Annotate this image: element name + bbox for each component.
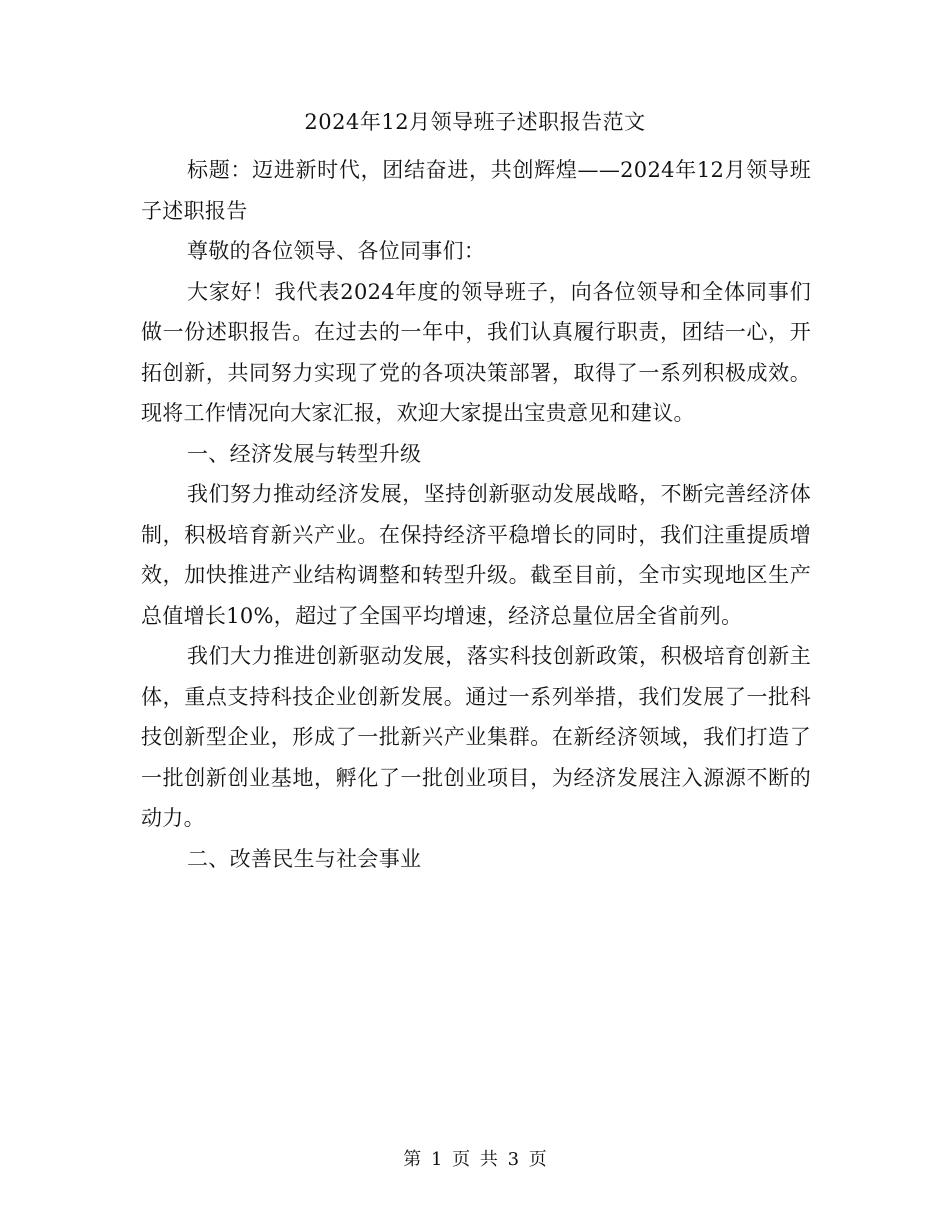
section-heading-2: 二、改善民生与社会事业	[187, 846, 422, 871]
document-title: 2024年12月领导班子述职报告范文	[304, 110, 646, 134]
salutation-paragraph: 尊敬的各位领导、各位同事们：	[187, 239, 486, 263]
body-paragraph: 我们努力推动经济发展，坚持创新驱动发展战略，不断完善经济体制，积极培育新兴产业。在保持经济平稳增长的同时，我们注重提质增效，加快推进产业结构调整和转型升级。截至目前，全市实现地区生产总值增长10%，超过了全国平均增速，经济总量位居全省前列。	[141, 482, 811, 628]
page-footer: 第 1 页 共 3 页	[403, 1149, 547, 1170]
intro-paragraph: 大家好！我代表2024年度的领导班子，向各位领导和全体同事们做一份述职报告。在过去的一年中，我们认真履行职责，团结一心，开拓创新，共同努力实现了党的各项决策部署，取得了一系列积极成效。现将工作情况向大家汇报，欢迎大家提出宝贵意见和建议。	[141, 279, 811, 425]
subtitle-paragraph: 标题：迈进新时代，团结奋进，共创辉煌——2024年12月领导班子述职报告	[141, 158, 811, 223]
body-paragraph: 我们大力推进创新驱动发展，落实科技创新政策，积极培育创新主体，重点支持科技企业创新发展。通过一系列举措，我们发展了一批科技创新型企业，形成了一批新兴产业集群。在新经济领域，我们打造了一批创新创业基地，孵化了一批创业项目，为经济发展注入源源不断的动力。	[141, 644, 811, 830]
section-heading-1: 一、经济发展与转型升级	[187, 441, 422, 466]
document-body	[141, 150, 811, 879]
